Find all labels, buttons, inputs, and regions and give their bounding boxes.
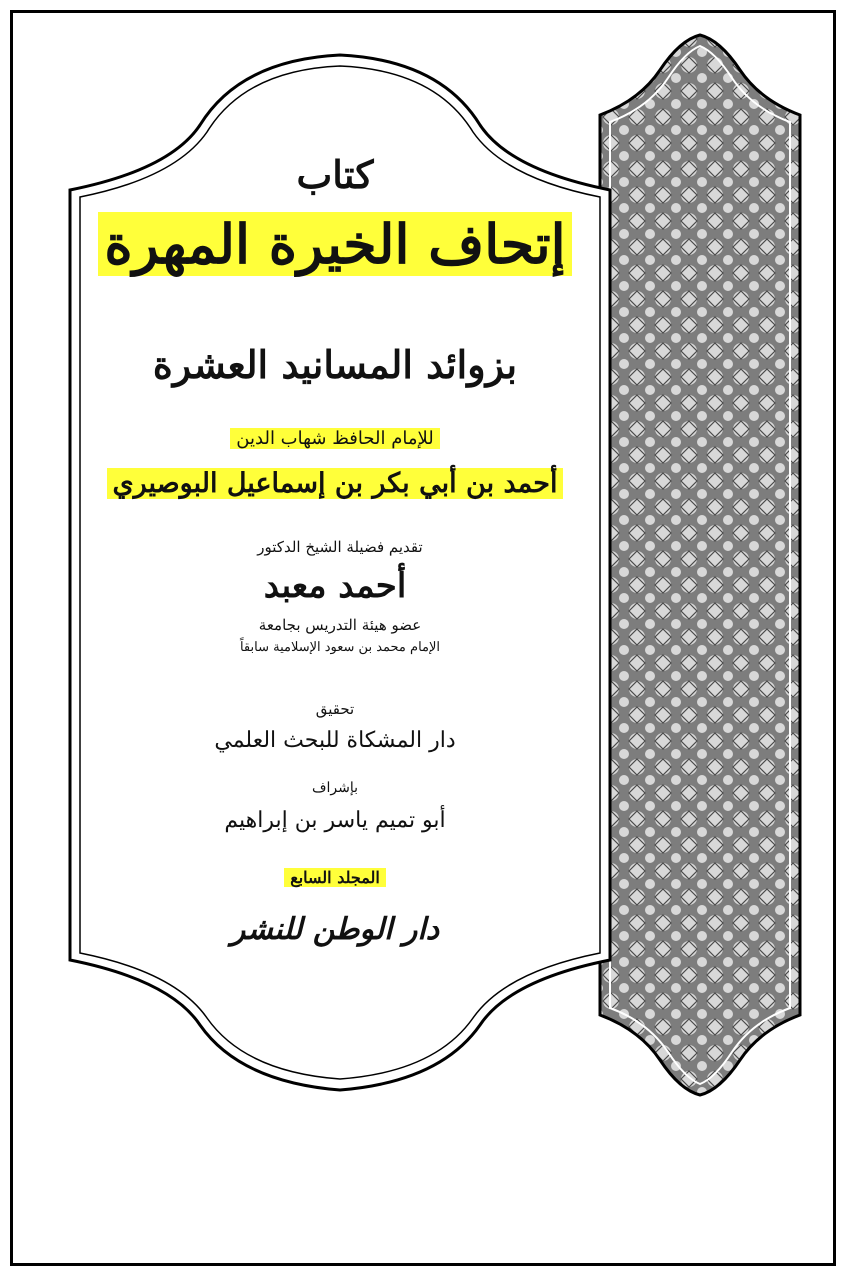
verification-label: تحقيق (315, 700, 355, 718)
introducer-position-1: عضو هيئة التدريس بجامعة (258, 616, 422, 634)
book-title: إتحاف الخيرة المهرة (98, 212, 571, 276)
supervision-label: بإشراف (311, 780, 359, 796)
introducer-name: أحمد معبد (263, 566, 407, 606)
supervisor-name: أبو تميم ياسر بن إبراهيم (224, 808, 446, 833)
book-label: كتاب (296, 152, 374, 197)
publisher-name: دار الوطن للنشر (230, 912, 440, 947)
author-honorific: للإمام الحافظ شهاب الدين (230, 428, 439, 449)
introduction-label: تقديم فضيلة الشيخ الدكتور (257, 538, 423, 556)
book-subtitle: بزوائد المسانيد العشرة (152, 342, 518, 387)
introducer-position-2: الإمام محمد بن سعود الإسلامية سابقاً (239, 640, 441, 655)
author-name: أحمد بن أبي بكر بن إسماعيل البوصيري (107, 468, 564, 499)
volume-label: المجلد السابع (284, 868, 386, 887)
verifier-name: دار المشكاة للبحث العلمي (214, 728, 456, 753)
geometric-pattern-band (600, 35, 800, 1095)
